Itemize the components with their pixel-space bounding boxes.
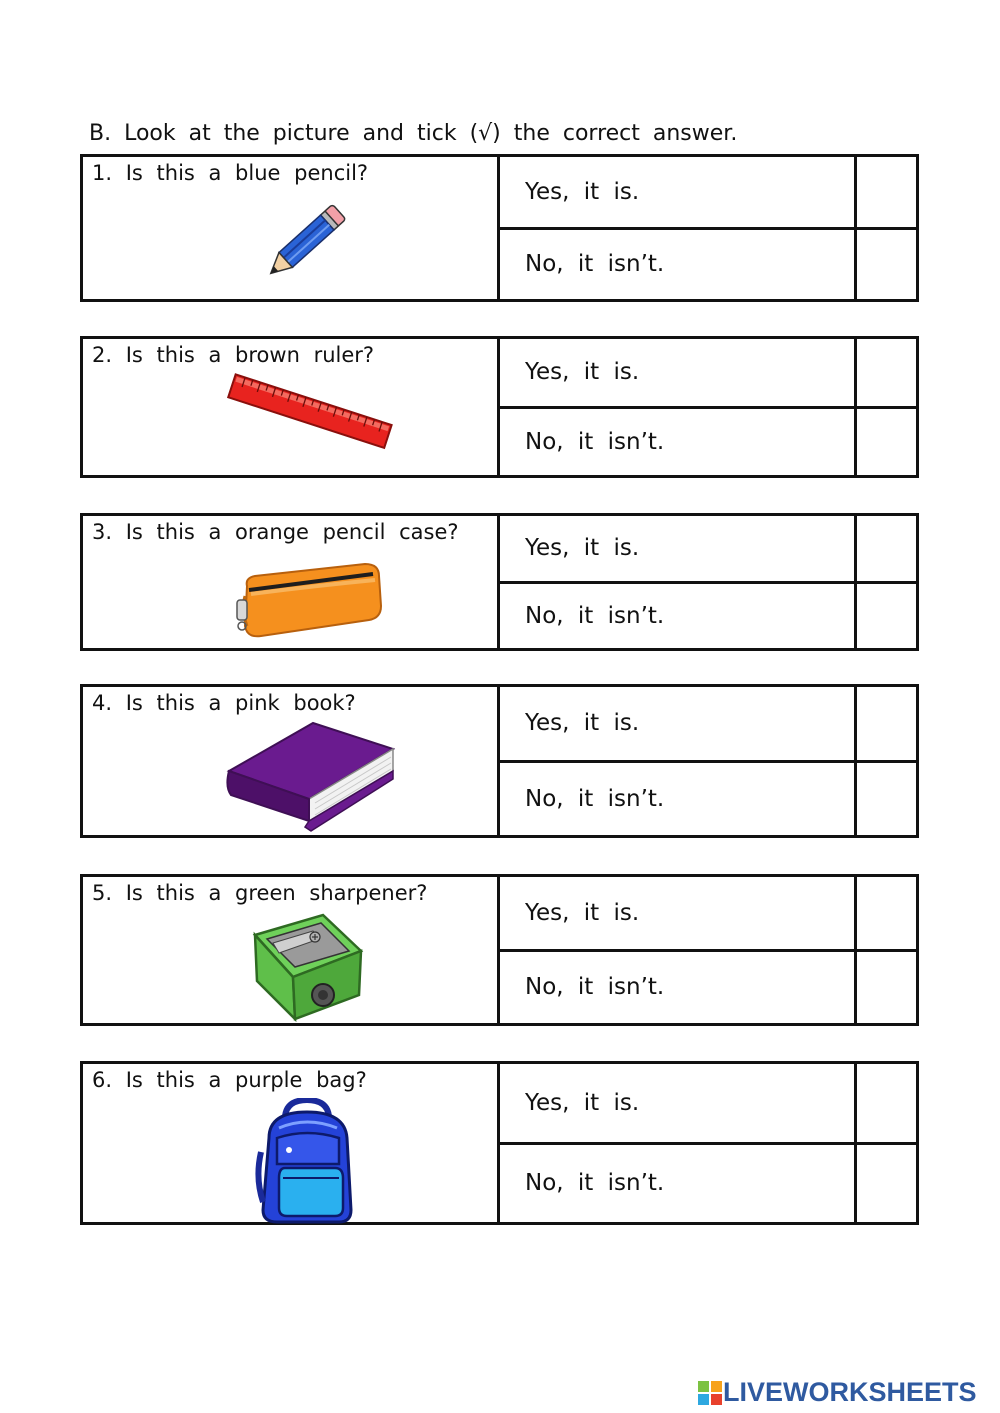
no-answer-label: No, it isn’t. (500, 584, 857, 649)
sharpener-icon (249, 911, 367, 1025)
answer-row-yes (500, 1064, 916, 1142)
answer-group (500, 157, 916, 299)
yes-answer-label: Yes, it is. (500, 157, 857, 227)
answer-row-no (500, 581, 916, 649)
tick-box-no[interactable] (857, 952, 916, 1024)
question-cell (83, 516, 500, 648)
answer-row-no (500, 1142, 916, 1223)
tick-box-yes[interactable] (857, 687, 916, 760)
question-4 (80, 684, 919, 838)
question-cell (83, 339, 500, 475)
question-text: 2. Is this a brown ruler? (92, 343, 375, 367)
question-1 (80, 154, 919, 302)
question-2 (80, 336, 919, 478)
answer-row-no (500, 760, 916, 836)
yes-answer-label: Yes, it is. (500, 1064, 857, 1142)
instruction-heading: B. Look at the picture and tick (√) the correct answer. (89, 121, 738, 146)
question-5 (80, 874, 919, 1026)
liveworksheets-logo (697, 1377, 977, 1408)
question-cell (83, 1064, 500, 1222)
answer-row-yes (500, 516, 916, 581)
answer-row-no (500, 406, 916, 476)
answer-row-yes (500, 877, 916, 949)
question-3 (80, 513, 919, 651)
tick-box-no[interactable] (857, 409, 916, 476)
tick-box-yes[interactable] (857, 157, 916, 227)
answer-row-no (500, 949, 916, 1024)
answer-row-yes (500, 339, 916, 406)
answer-row-yes (500, 157, 916, 227)
tick-box-no[interactable] (857, 763, 916, 836)
answer-group (500, 1064, 916, 1222)
book-icon (225, 721, 395, 837)
logo-text: LIVEWORKSHEETS (723, 1377, 977, 1407)
ruler-icon (219, 369, 399, 459)
tick-box-no[interactable] (857, 230, 916, 300)
pencil-icon (259, 197, 359, 297)
tick-box-yes[interactable] (857, 877, 916, 949)
question-6 (80, 1061, 919, 1225)
yes-answer-label: Yes, it is. (500, 687, 857, 760)
question-text: 1. Is this a blue pencil? (92, 161, 369, 185)
yes-answer-label: Yes, it is. (500, 339, 857, 406)
no-answer-label: No, it isn’t. (500, 952, 857, 1024)
no-answer-label: No, it isn’t. (500, 1145, 857, 1223)
question-text: 3. Is this a orange pencil case? (92, 520, 459, 544)
answer-group (500, 516, 916, 648)
question-text: 4. Is this a pink book? (92, 691, 356, 715)
no-answer-label: No, it isn’t. (500, 763, 857, 836)
yes-answer-label: Yes, it is. (500, 516, 857, 581)
pencil-case-icon (233, 556, 387, 646)
answer-group (500, 687, 916, 835)
answer-row-yes (500, 687, 916, 760)
question-cell (83, 687, 500, 835)
question-cell (83, 877, 500, 1023)
question-cell (83, 157, 500, 299)
yes-answer-label: Yes, it is. (500, 877, 857, 949)
backpack-icon (255, 1098, 359, 1226)
answer-row-no (500, 227, 916, 300)
tick-box-no[interactable] (857, 1145, 916, 1223)
question-text: 6. Is this a purple bag? (92, 1068, 367, 1092)
tick-box-yes[interactable] (857, 339, 916, 406)
tick-box-no[interactable] (857, 584, 916, 649)
logo-icon (697, 1380, 723, 1406)
no-answer-label: No, it isn’t. (500, 230, 857, 300)
answer-group (500, 877, 916, 1023)
tick-box-yes[interactable] (857, 516, 916, 581)
tick-box-yes[interactable] (857, 1064, 916, 1142)
no-answer-label: No, it isn’t. (500, 409, 857, 476)
answer-group (500, 339, 916, 475)
question-text: 5. Is this a green sharpener? (92, 881, 428, 905)
